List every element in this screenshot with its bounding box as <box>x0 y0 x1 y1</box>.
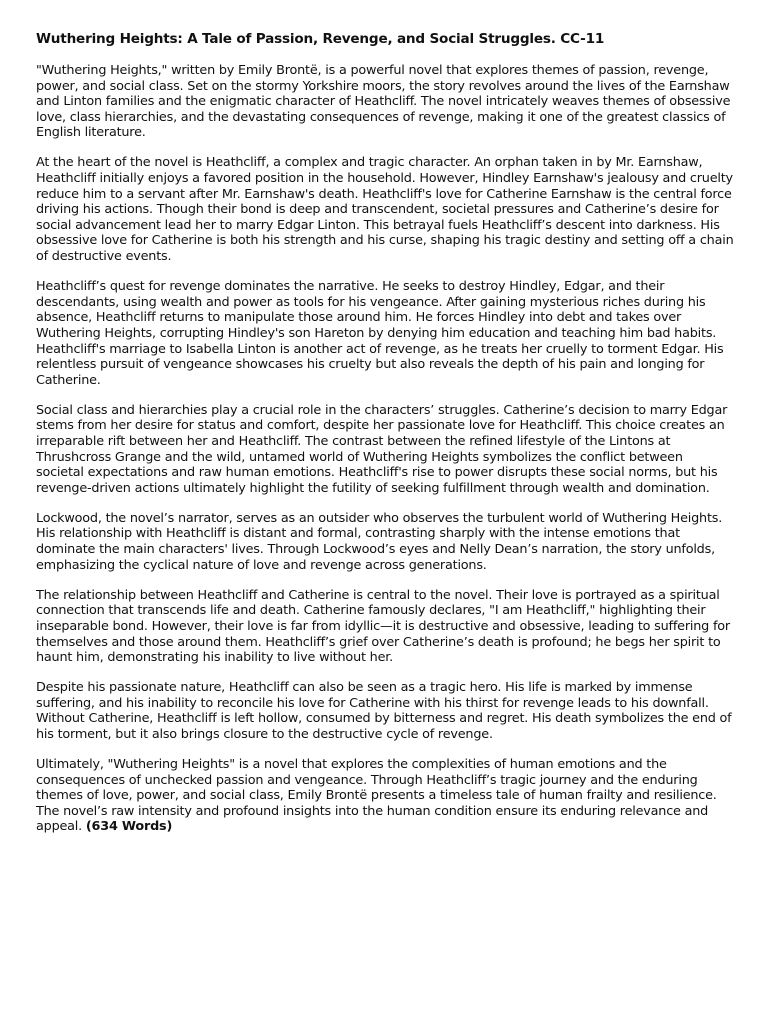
paragraph-introduction: "Wuthering Heights," written by Emily Brontë, is a powerful novel that explores themes of passion, revenge, power, and social class. Set on the stormy Yorkshire moors, the story revolves around the lives of the Earnshaw and Linton families and the enigmatic character of Heathcliff. The novel intricately weaves themes of obsessive love, class hierarchies, and the devastating consequences of revenge, making it one of the greatest classics of English literature. <box>36 63 731 141</box>
document-title: Wuthering Heights: A Tale of Passion, Revenge, and Social Struggles. CC-11 <box>36 31 605 47</box>
paragraph-conclusion <box>36 757 734 835</box>
conclusion-text: Ultimately, "Wuthering Heights" is a novel that explores the complexities of human emotions and the consequences of unchecked passion and vengeance. Through Heathcliff’s tragic journey and the enduring themes of love, power, and social class, Emily Brontë presents a timeless tale of human frailty and resilience. The novel’s raw intensity and profound insights into the human condition ensure its enduring relevance and appeal. <box>36 757 717 835</box>
paragraph-social-class: Social class and hierarchies play a crucial role in the characters’ struggles. Catherine’s decision to marry Edgar stems from her desire for status and comfort, despite her passionate love for Heathcliff. This choice creates an irreparable rift between her and Heathcliff. The contrast between the refined lifestyle of the Lintons at Thrushcross Grange and the wild, untamed world of Wuthering Heights symbolizes the conflict between societal expectations and raw human emotions. Heathcliff's rise to power disrupts these social norms, but his revenge-driven actions ultimately highlight the futility of seeking fulfillment through wealth and domination. <box>36 402 728 496</box>
paragraph-tragic-hero: Despite his passionate nature, Heathcliff can also be seen as a tragic hero. His life is marked by immense suffering, and his inability to reconcile his love for Catherine with his thirst for revenge leads to his downfall. Without Catherine, Heathcliff is left hollow, consumed by bitterness and regret. His death symbolizes the end of his torment, but it also brings closure to the destructive cycle of revenge. <box>36 680 732 742</box>
document-page <box>36 30 734 850</box>
paragraph-lockwood-narrator: Lockwood, the novel’s narrator, serves as an outsider who observes the turbulent world of Wuthering Heights. His relationship with Heathcliff is distant and formal, contrasting sharply with the intense emotions that dominate the main characters' lives. Through Lockwood’s eyes and Nelly Dean’s narration, the story unfolds, emphasizing the cyclical nature of love and revenge across generations. <box>36 510 723 573</box>
paragraph-heathcliff-character: At the heart of the novel is Heathcliff, a complex and tragic character. An orphan taken in by Mr. Earnshaw, Heathcliff initially enjoys a favored position in the household. However, Hindley Earnshaw's jealousy and cruelty reduce him to a servant after Mr. Earnshaw's death. Heathcliff's love for Catherine Earnshaw is the central force driving his actions. Though their bond is deep and transcendent, societal pressures and Catherine’s desire for social advancement lead her to marry Edgar Linton. This betrayal fuels Heathcliff’s descent into darkness. His obsessive love for Catherine is both his strength and his curse, shaping his tragic destiny and setting off a chain of destructive events. <box>36 155 734 265</box>
paragraph-revenge: Heathcliff’s quest for revenge dominates the narrative. He seeks to destroy Hindley, Edgar, and their descendants, using wealth and power as tools for his vengeance. After gaining mysterious riches during his absence, Heathcliff returns to manipulate those around him. He forces Hindley into debt and takes over Wuthering Heights, corrupting Hindley's son Hareton by denying him education and teaching him bad habits. Heathcliff's marriage to Isabella Linton is another act of revenge, as he treats her cruelly to torment Edgar. His relentless pursuit of vengeance showcases his cruelty but also reveals the depth of his pain and longing for Catherine. <box>36 279 724 388</box>
paragraph-heathcliff-catherine: The relationship between Heathcliff and Catherine is central to the novel. Their love is portrayed as a spiritual connection that transcends life and death. Catherine famously declares, "I am Heathcliff," highlighting their inseparable bond. However, their love is far from idyllic—it is destructive and obsessive, leading to suffering for themselves and those around them. Heathcliff’s grief over Catherine’s death is profound; he begs her spirit to haunt him, demonstrating his inability to live without her. <box>36 587 730 666</box>
word-count: (634 Words) <box>85 819 173 835</box>
